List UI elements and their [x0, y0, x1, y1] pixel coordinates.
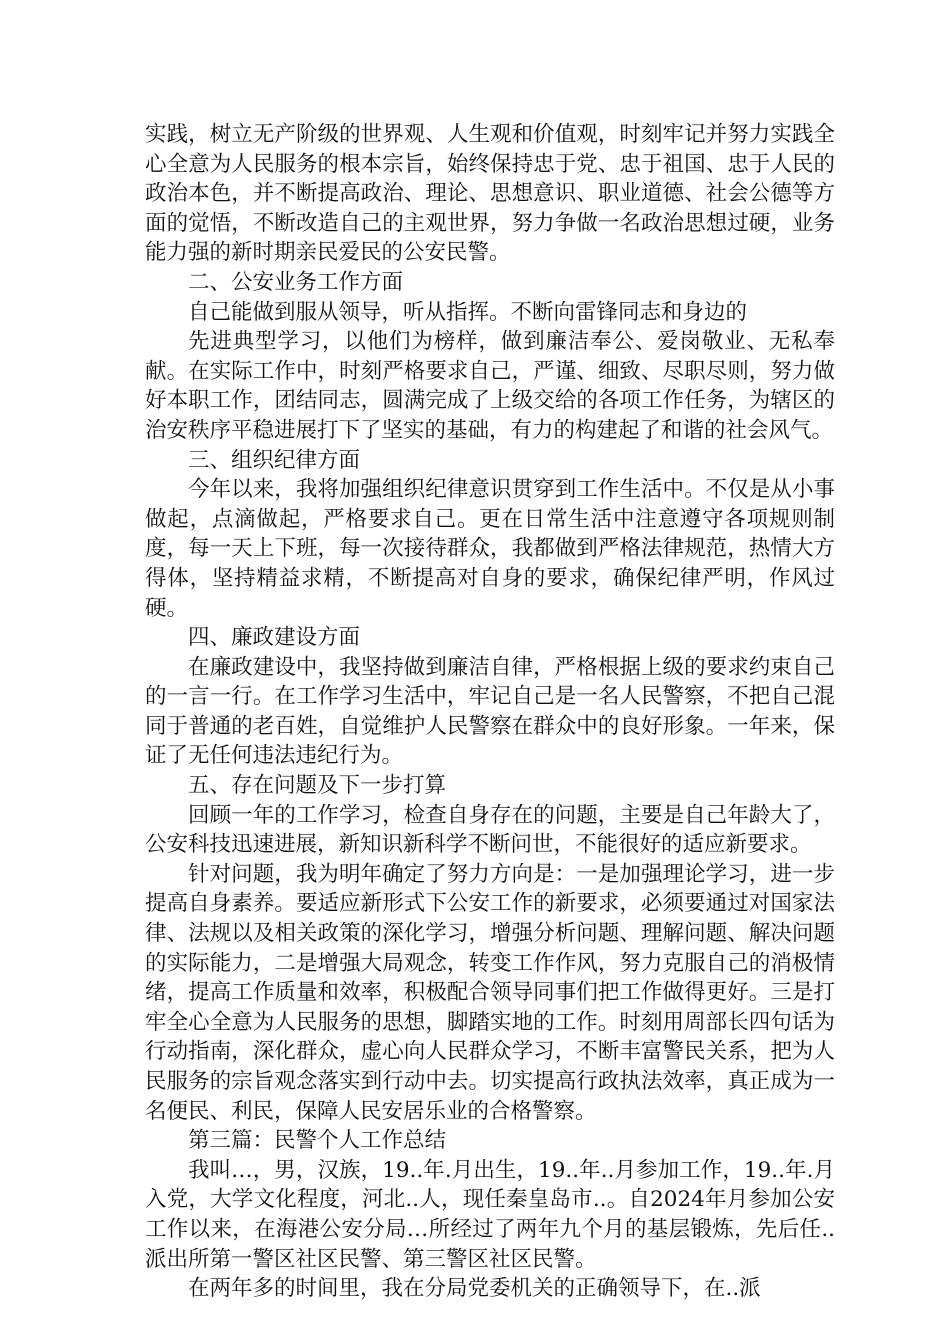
paragraph: 在廉政建设中，我坚持做到廉洁自律，严格根据上级的要求约束自己的一言一行。在工作学习生活中，牢记自己是一名人民警察，不把自己混同于普通的老百姓，自觉维护人民警察在群众中的良好形象。一年来，保证了无任何违法违纪行为。	[145, 654, 835, 769]
paragraph: 今年以来，我将加强组织纪律意识贯穿到工作生活中。不仅是从小事做起，点滴做起，严格要求自己。更在日常生活中注意遵守各项规则制度，每一天上下班，每一次接待群众，我都做到严格法律规范，热情大方得体，坚持精益求精，不断提高对自身的要求，确保纪律严明，作风过硬。	[145, 477, 835, 621]
document-page	[145, 120, 835, 1304]
section-heading: 第三篇：民警个人工作总结	[188, 1128, 447, 1154]
paragraph: 自己能做到服从领导，听从指挥。不断向雷锋同志和身边的	[188, 299, 748, 325]
section-heading: 二、公安业务工作方面	[188, 269, 404, 295]
paragraph: 实践，树立无产阶级的世界观、人生观和价值观，时刻牢记并努力实践全心全意为人民服务的根本宗旨，始终保持忠于党、忠于祖国、忠于人民的政治本色，并不断提高政治、理论、思想意识、职业道德、社会公德等方面的觉悟，不断改造自己的主观世界，努力争做一名政治思想过硬，业务能力强的新时期亲民爱民的公安民警。	[145, 122, 835, 266]
section-heading: 三、组织纪律方面	[188, 447, 361, 473]
paragraph: 先进典型学习，以他们为榜样，做到廉洁奉公、爱岗敬业、无私奉献。在实际工作中，时刻严格要求自己，严谨、细致、尽职尽则，努力做好本职工作，团结同志，圆满完成了上级交给的各项工作任务，为辖区的治安秩序平稳进展打下了坚实的基础，有力的构建起了和谐的社会风气。	[145, 329, 835, 443]
paragraph: 在两年多的时间里，我在分局党委机关的正确领导下，在..派	[188, 1276, 761, 1302]
paragraph: 针对问题，我为明年确定了努力方向是：一是加强理论学习，进一步提高自身素养。要适应新形式下公安工作的新要求，必须要通过对国家法律、法规以及相关政策的深化学习，增强分析问题、理解问题、解决问题的实际能力，二是增强大局观念，转变工作作风，努力克服自己的消极情绪，提高工作质量和效率，积极配合领导同事们把工作做得更好。三是打牢全心全意为人民服务的思想，脚踏实地的工作。时刻用周部长四句话为行动指南，深化群众，虚心向人民群众学习，不断丰富警民关系，把为人民服务的宗旨观念落实到行动中去。切实提高行政执法效率，真正成为一名便民、利民，保障人民安居乐业的合格警察。	[145, 861, 835, 1124]
section-heading: 五、存在问题及下一步打算	[188, 773, 447, 799]
paragraph: 回顾一年的工作学习，检查自身存在的问题，主要是自己年龄大了，公安科技迅速进展，新知识新科学不断问世，不能很好的适应新要求。	[145, 802, 835, 858]
section-heading: 四、廉政建设方面	[188, 625, 361, 651]
paragraph: 我叫…，男，汉族，19..年.月出生，19..年..月参加工作，19..年.月入党，大学文化程度，河北..人，现任秦皇岛市..。自2024年月参加公安工作以来，在海港公安分局…所经过了两年九个月的基层锻炼，先后任..派出所第一警区社区民警、第三警区社区民警。	[145, 1157, 835, 1272]
